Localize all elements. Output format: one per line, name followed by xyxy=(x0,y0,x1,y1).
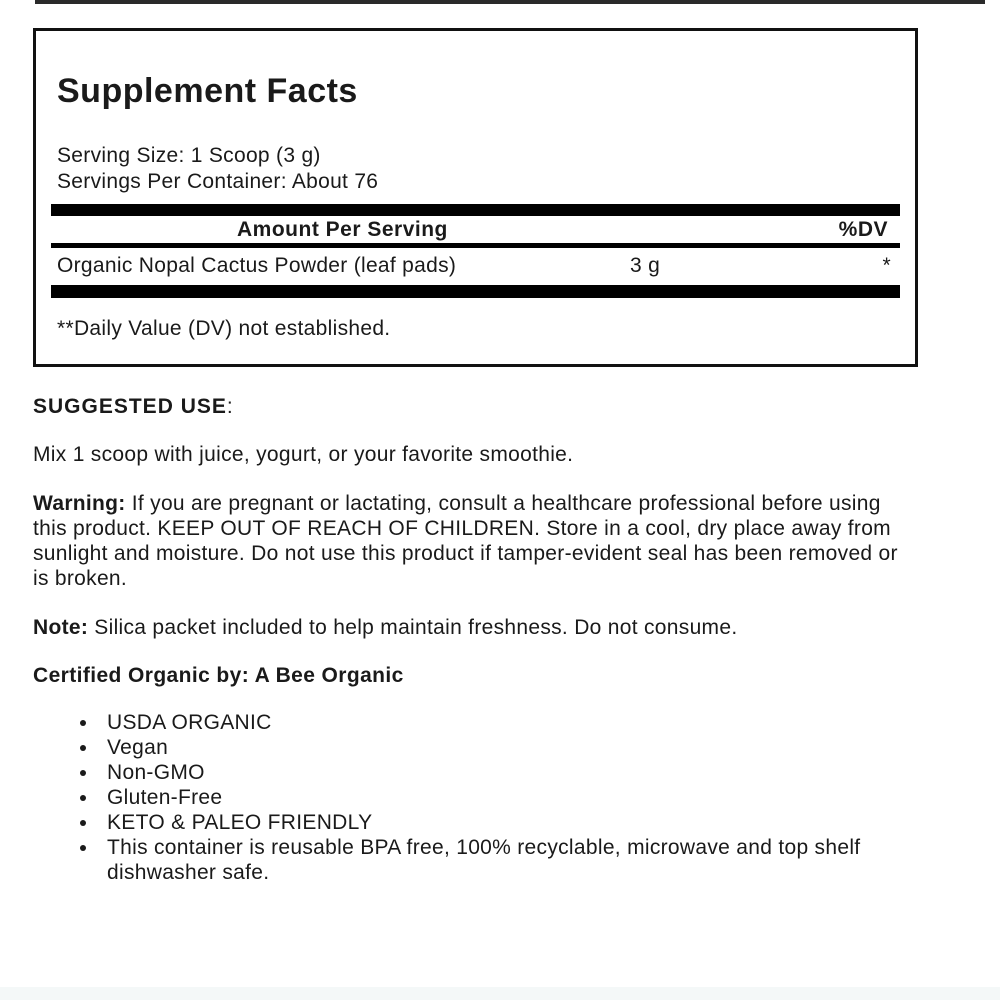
divider-thick-top xyxy=(51,204,900,216)
divider-thick-bottom xyxy=(51,285,900,298)
divider-header-bottom xyxy=(51,243,900,248)
feature-bullet-list xyxy=(33,710,963,885)
warning-paragraph xyxy=(33,491,901,591)
list-item: • USDA ORGANIC xyxy=(99,710,899,735)
ingredient-amount: 3 g xyxy=(630,254,661,277)
list-item: • Vegan xyxy=(99,735,899,760)
ingredient-name: Organic Nopal Cactus Powder (leaf pads) xyxy=(57,254,457,277)
suggested-use-text: Mix 1 scoop with juice, yogurt, or your favorite smoothie. xyxy=(33,443,574,466)
certified-organic-value: A Bee Organic xyxy=(249,664,404,687)
suggested-use-heading: SUGGESTED USE: xyxy=(33,395,234,418)
label-body-copy xyxy=(33,394,963,885)
facts-header-row xyxy=(69,218,888,242)
note-text: Silica packet included to help maintain freshness. Do not consume. xyxy=(88,616,738,639)
note-label: Note: xyxy=(33,616,89,639)
servings-per-container: Servings Per Container: About 76 xyxy=(57,170,379,193)
label-bottom-edge-tint xyxy=(0,987,1000,1000)
ingredient-dv: * xyxy=(882,254,891,277)
serving-info xyxy=(57,143,915,195)
list-item: • This container is reusable BPA free, 100% recyclable, microwave and top shelf dishwasher safe. xyxy=(99,835,899,885)
suggested-use-colon: : xyxy=(226,395,234,418)
label-top-edge-line xyxy=(35,0,985,4)
warning-label: Warning: xyxy=(33,492,126,515)
certified-organic-line xyxy=(33,663,963,688)
table-row xyxy=(57,253,891,279)
note-paragraph xyxy=(33,615,953,640)
supplement-facts-panel xyxy=(33,28,918,367)
amount-per-serving-header: Amount Per Serving xyxy=(237,218,448,241)
certified-organic-label: Certified Organic by: xyxy=(33,664,250,687)
list-item: • Gluten-Free xyxy=(99,785,899,810)
daily-value-footnote: **Daily Value (DV) not established. xyxy=(57,317,391,340)
percent-dv-header: %DV xyxy=(838,218,888,241)
serving-size: Serving Size: 1 Scoop (3 g) xyxy=(57,144,321,167)
supplement-facts-title: Supplement Facts xyxy=(57,72,358,110)
list-item: • KETO & PALEO FRIENDLY xyxy=(99,810,899,835)
warning-text: If you are pregnant or lactating, consult a healthcare professional before using this product. KEEP OUT OF REACH OF CHILDREN. Store in a cool, dry place away from sunlight and moisture. Do not use this product if tamper-evident seal has been removed or is broken. xyxy=(33,492,898,590)
list-item: • Non-GMO xyxy=(99,760,899,785)
